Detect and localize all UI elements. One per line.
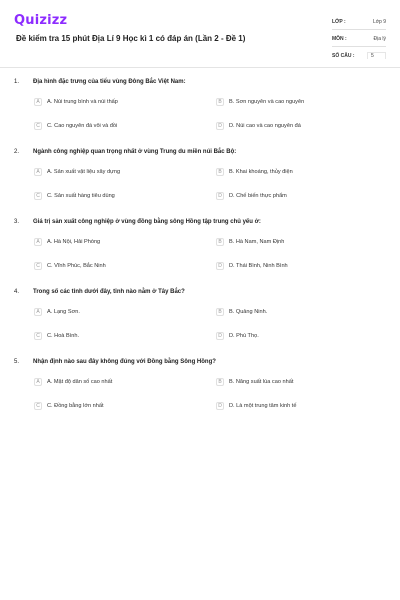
option-text: B. Năng suất lúa cao nhất (229, 379, 294, 385)
option-c[interactable] (34, 332, 79, 340)
option-letter-box: B (216, 308, 224, 316)
option-letter-box: B (216, 378, 224, 386)
option-text: C. Cao nguyên đá vôi và đồi (47, 123, 118, 129)
option-d[interactable] (216, 262, 288, 270)
option-letter-box: D (216, 192, 224, 200)
option-b[interactable] (216, 98, 304, 106)
option-text: A. Lạng Sơn. (47, 309, 80, 315)
option-c[interactable] (34, 402, 104, 410)
option-text: A. Hà Nội, Hải Phòng (47, 239, 101, 245)
option-letter-box: A (34, 238, 42, 246)
question-text: Trong số các tỉnh dưới đây, tỉnh nào nằm ở Tây Bắc? (33, 289, 185, 295)
option-text: C. Vĩnh Phúc, Bắc Ninh (47, 263, 106, 269)
meta-class-label: LỚP : (332, 18, 346, 25)
option-letter-box: C (34, 122, 42, 130)
option-letter-box: D (216, 332, 224, 340)
option-letter-box: D (216, 262, 224, 270)
option-text: D. Chế biến thực phẩm (229, 193, 287, 199)
header-divider (0, 67, 400, 68)
option-text: D. Phú Thọ. (229, 333, 259, 339)
option-text: A. Núi trung bình và núi thấp (47, 99, 118, 105)
meta-subject-row (332, 31, 386, 47)
option-letter-box: A (34, 308, 42, 316)
option-b[interactable] (216, 168, 293, 176)
option-text: C. Hoà Bình. (47, 333, 80, 339)
option-c[interactable] (34, 122, 117, 130)
question-number: 5. (14, 359, 20, 365)
option-letter-box: B (216, 98, 224, 106)
option-text: C. Đồng bằng lớn nhất (47, 403, 104, 409)
meta-class-value: Lớp 9 (372, 18, 386, 25)
option-d[interactable] (216, 122, 301, 130)
option-text: D. Là một trung tâm kinh tế (229, 403, 297, 409)
meta-count-row (332, 48, 386, 63)
option-d[interactable] (216, 192, 287, 200)
question-number: 2. (14, 149, 20, 155)
question-number: 4. (14, 289, 20, 295)
question-text: Địa hình đặc trưng của tiểu vùng Đông Bắc Việt Nam: (33, 79, 186, 85)
option-b[interactable] (216, 378, 293, 386)
option-text: B. Hà Nam, Nam Định (229, 239, 285, 245)
meta-subject-label: MÔN : (332, 35, 347, 42)
option-letter-box: B (216, 238, 224, 246)
option-text: B. Sơn nguyên và cao nguyên (229, 99, 305, 105)
question-text: Ngành công nghiệp quan trọng nhất ở vùng Trung du miền núi Bắc Bộ: (33, 149, 237, 155)
option-letter-box: C (34, 262, 42, 270)
meta-count-value: 5 (367, 52, 386, 59)
option-a[interactable] (34, 238, 100, 246)
option-c[interactable] (34, 192, 115, 200)
option-text: B. Quảng Ninh. (229, 309, 268, 315)
option-letter-box: A (34, 168, 42, 176)
quizizz-logo: Quizizz (14, 13, 68, 28)
option-b[interactable] (216, 308, 267, 316)
option-letter-box: D (216, 402, 224, 410)
option-letter-box: C (34, 332, 42, 340)
option-c[interactable] (34, 262, 106, 270)
question-text: Nhận định nào sau đây không đúng với Đồng bằng Sông Hồng? (33, 359, 216, 365)
option-a[interactable] (34, 168, 120, 176)
worksheet-meta (332, 14, 386, 63)
option-d[interactable] (216, 402, 296, 410)
meta-subject-value: Địa lý (373, 35, 386, 42)
option-letter-box: A (34, 98, 42, 106)
meta-count-label: SỐ CÂU : (332, 52, 355, 59)
question-number: 1. (14, 79, 20, 85)
meta-class-row (332, 14, 386, 30)
option-a[interactable] (34, 308, 80, 316)
option-letter-box: C (34, 402, 42, 410)
option-text: A. Sản xuất vật liệu xây dựng (47, 169, 121, 175)
option-text: C. Sản xuất hàng tiêu dùng (47, 193, 115, 199)
option-b[interactable] (216, 238, 284, 246)
option-a[interactable] (34, 98, 118, 106)
question-text: Giá trị sản xuất công nghiệp ở vùng đồng bằng sông Hồng tập trung chủ yếu ở: (33, 219, 261, 225)
worksheet-title: Đề kiểm tra 15 phút Địa Lí 9 Học kì 1 có đáp án (Lần 2 - Đề 1) (16, 34, 246, 43)
option-text: D. Núi cao và cao nguyên đá (229, 123, 301, 129)
option-text: D. Thái Bình, Ninh Bình (229, 263, 288, 269)
option-a[interactable] (34, 378, 112, 386)
option-letter-box: A (34, 378, 42, 386)
option-letter-box: B (216, 168, 224, 176)
option-text: A. Mật độ dân số cao nhất (47, 379, 113, 385)
option-letter-box: C (34, 192, 42, 200)
option-d[interactable] (216, 332, 259, 340)
option-text: B. Khai khoáng, thủy điện (229, 169, 293, 175)
option-letter-box: D (216, 122, 224, 130)
question-number: 3. (14, 219, 20, 225)
